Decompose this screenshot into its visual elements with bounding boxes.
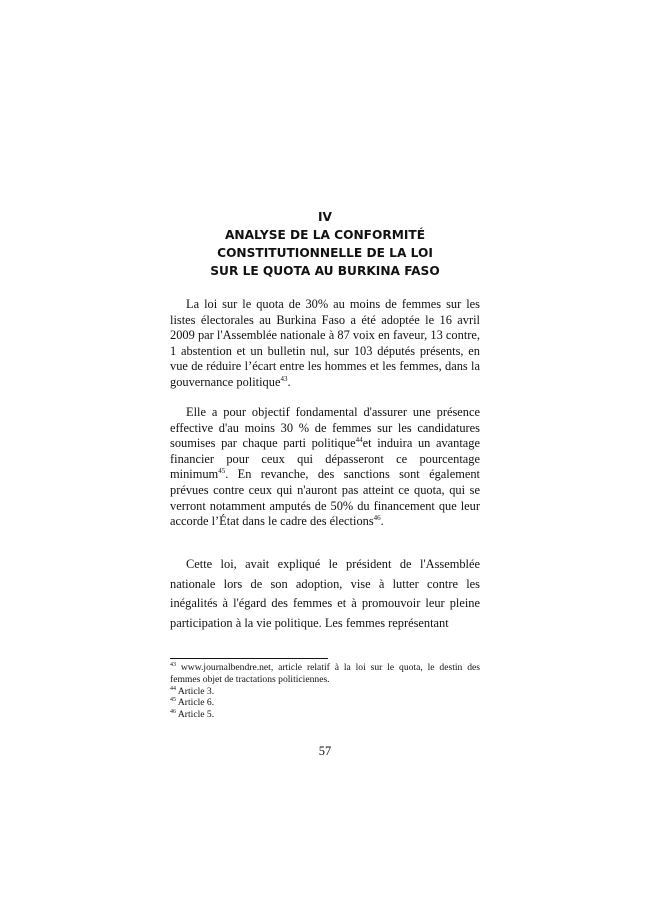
footnote [170, 662, 480, 686]
paragraph-text: La loi sur le quota de 30% au moins de femmes sur les listes électorales au Burkina Faso a été adoptée le 16 avril 2009 par l'Assemblée nationale à 87 voix en faveur, 13 contre, 1 abstention et un bulletin nul, sur 103 députés présents, en vue de réduire l’écart entre les hommes et les femmes, dans la gouvernance politique [170, 297, 480, 389]
paragraph-3 [170, 555, 480, 633]
chapter-title-line: CONSTITUTIONNELLE DE LA LOI [217, 246, 433, 260]
paragraph-end: . [287, 374, 291, 389]
footnote [170, 697, 480, 709]
footnote [170, 686, 480, 698]
paragraph-text: . En revanche, des sanctions sont également prévues contre ceux qui n'auront pas atteint ce quota, qui se verront notamment amputés de 50% du financement que leur accorde l’État dans le cadre des élections [170, 467, 480, 529]
footnote-text: Article 3. [177, 685, 215, 697]
chapter-number: IV [318, 210, 332, 224]
footnote-number: 46 [170, 709, 176, 716]
page-number: 57 [318, 744, 332, 758]
paragraph-end: . [380, 514, 384, 529]
footnote-ref: 46 [373, 514, 381, 523]
footnote-ref: 45 [218, 467, 226, 476]
footnote-text: www.journalbendre.net, article relatif à la loi sur le quota, le destin des femmes objet de tractations politiciennes. [170, 662, 480, 685]
footnote-divider [170, 658, 328, 659]
paragraph-text: Elle a pour objectif fondamental d'assurer une présence effective d'au moins 30 % de femmes sur les candidatures soumises par chaque parti politique [170, 405, 480, 451]
chapter-heading [170, 208, 480, 280]
chapter-title-line: SUR LE QUOTA AU BURKINA FASO [210, 264, 440, 278]
footnote-text: Article 6. [177, 697, 215, 709]
footnotes [170, 662, 480, 721]
paragraph-text: et induira un avantage financier pour ceux qui dépasseront ce pourcentage minimum [170, 436, 480, 482]
paragraph-text: Cette loi, avait expliqué le président de l'Assemblée nationale lors de son adoption, vise à lutter contre les inégalités à l'égard des femmes et à promouvoir leur pleine participation à la vie politique. Les femmes représentant [170, 557, 480, 630]
footnote-number: 44 [170, 685, 176, 692]
footnote-text: Article 5. [177, 709, 215, 721]
footnote-ref: 43 [280, 374, 288, 383]
footnote-ref: 44 [355, 436, 363, 445]
footnote-number: 43 [170, 662, 176, 668]
chapter-title-line: ANALYSE DE LA CONFORMITÉ [224, 228, 426, 242]
footnote-number: 45 [170, 697, 176, 704]
paragraph-1 [170, 297, 480, 391]
paragraph-2 [170, 405, 480, 530]
footnote [170, 709, 480, 721]
